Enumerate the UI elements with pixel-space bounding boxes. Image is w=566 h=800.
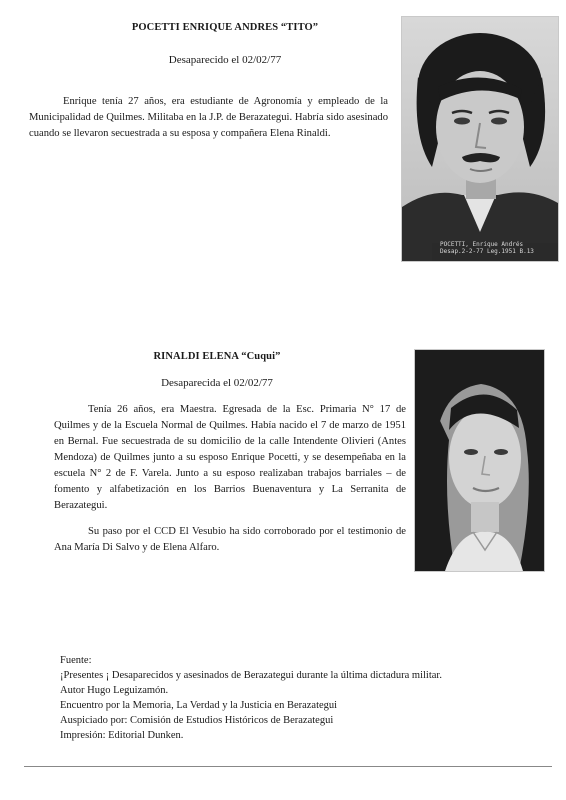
source-line: Autor Hugo Leguizamón. (60, 685, 169, 696)
entry1-photo (401, 16, 559, 262)
entry1-title: POCETTI ENRIQUE ANDRES “TITO” (131, 22, 319, 33)
entry1-photo-caption (440, 241, 534, 255)
source-block (60, 653, 550, 743)
entry2-paragraph: Su paso por el CCD El Vesubio ha sido corroborado por el testimonio de Ana María Di Salvo y de Elena Alfaro. (54, 526, 406, 553)
entry2-paragraph: Tenía 26 años, era Maestra. Egresada de la Esc. Primaria N° 17 de Quilmes y de la Escuela Normal de Quilmes. Había nacido el 7 de marzo de 1951 en Bernal. Fue secuestrada de su domicilio de la calle Intendente Olivieri (Antes Mendoza) de Quilmes junto a su esposo Enrique Pocetti, y se desempeñaba en la escuela N° 2 de F. Varela. Junto a su esposo realizaban trabajos barriales – de fomento y alfabetización en los Barrios Buenaventura y La Serranita de Berazategui. (54, 404, 406, 511)
entry1-body (29, 94, 388, 142)
source-line: Auspiciado por: Comisión de Estudios Históricos de Berazategui (60, 715, 334, 726)
entry2-body (54, 402, 406, 556)
source-line: ¡Presentes ¡ Desaparecidos y asesinados de Berazategui durante la última dictadura militar. (60, 670, 442, 681)
woman-portrait-image (415, 350, 544, 571)
source-line: Impresión: Editorial Dunken. (60, 730, 184, 741)
entry2-photo (414, 349, 545, 572)
source-line: Encuentro por la Memoria, La Verdad y la Justicia en Berazategui (60, 700, 338, 711)
entry2-disappeared-date: Desaparecida el 02/02/77 (161, 377, 273, 389)
entry1-disappeared-date: Desaparecido el 02/02/77 (168, 54, 282, 66)
photo-caption-line: Desap.2-2-77 Leg.1951 B.13 (440, 248, 534, 255)
man-portrait-image (402, 17, 558, 261)
entry2-title: RINALDI ELENA “Cuqui” (153, 351, 281, 362)
entry1-paragraph: Enrique tenía 27 años, era estudiante de Agronomía y empleado de la Municipalidad de Quilmes. Militaba en la J.P. de Berazategui. Habría sido asesinado cuando se llevaron secuestrada a su esposa y compañera Elena Rinaldi. (29, 96, 388, 139)
photo-caption-line: POCETTI, Enrique Andrés (440, 241, 524, 248)
footer-divider (24, 766, 552, 767)
source-label: Fuente: (60, 655, 92, 666)
